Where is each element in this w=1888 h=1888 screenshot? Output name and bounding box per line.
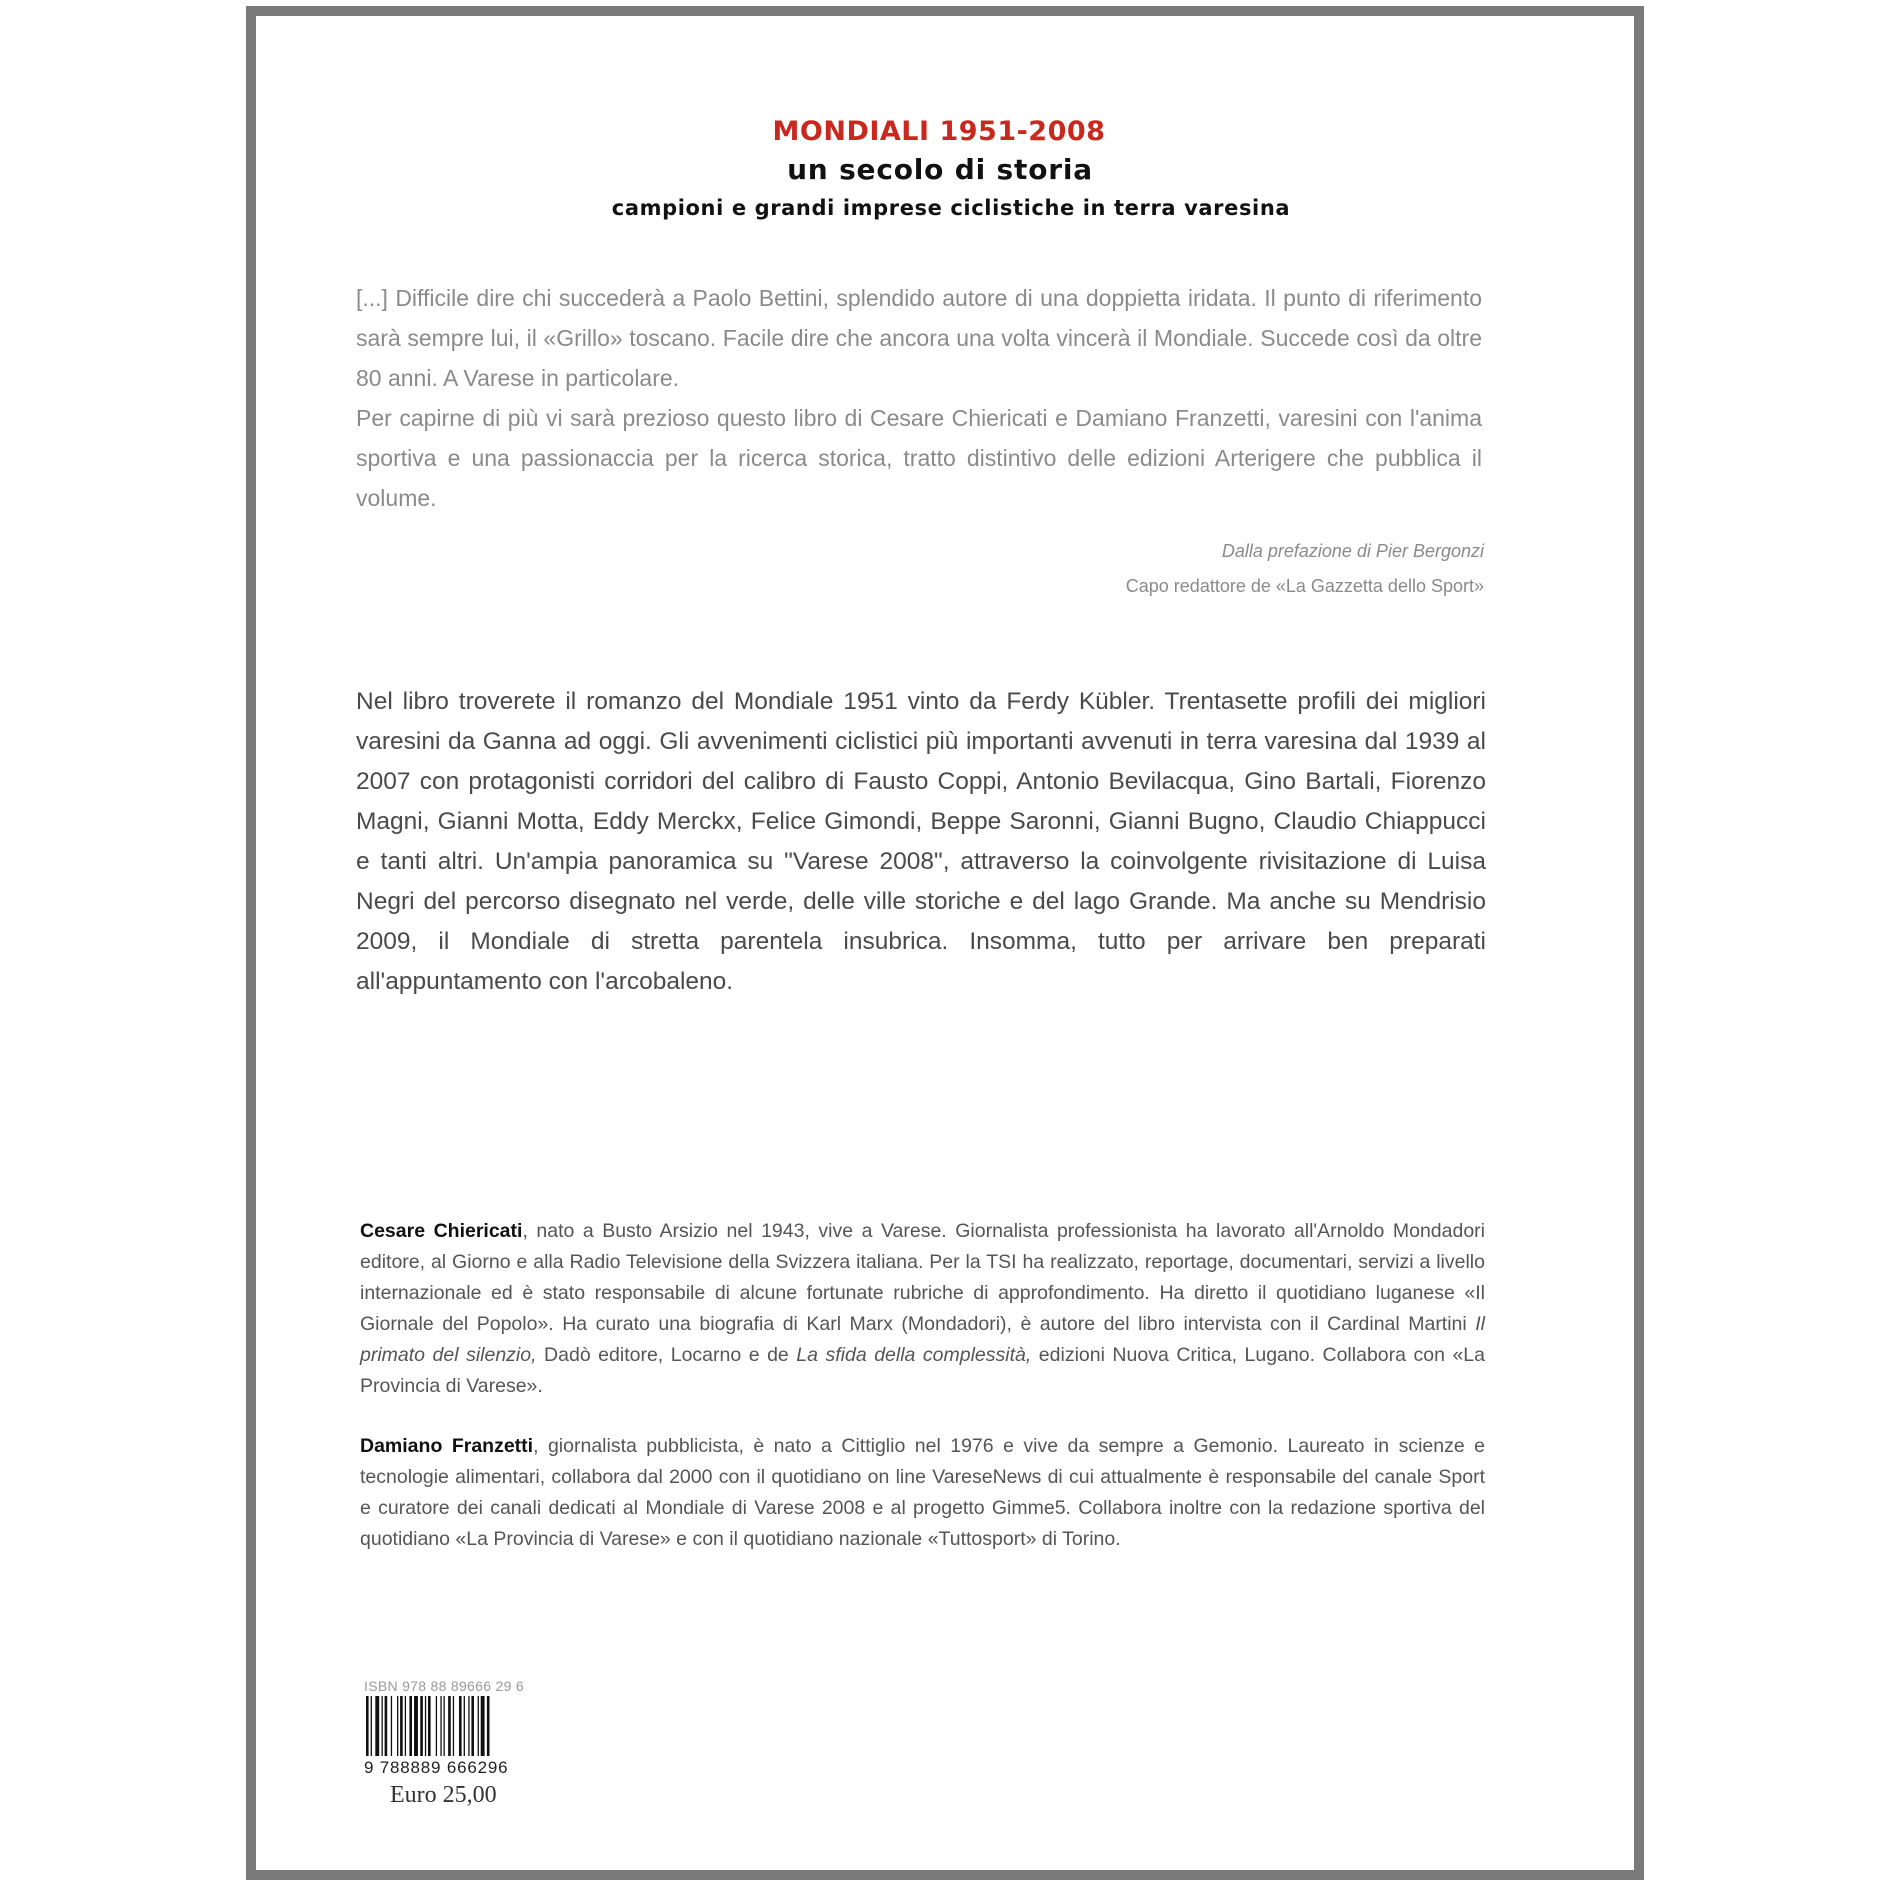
attribution-line-2: Capo redattore de «La Gazzetta dello Sport» xyxy=(1125,576,1484,596)
isbn-label: ISBN 978 88 89666 29 6 xyxy=(364,1678,524,1694)
author-bio-franzetti xyxy=(360,1431,1485,1555)
barcode-bar xyxy=(400,1696,403,1756)
attribution-line-1: Dalla prefazione di Pier Bergonzi xyxy=(1221,541,1484,561)
author-name: Damiano Franzetti xyxy=(360,1435,534,1457)
page-title: un secolo di storia xyxy=(787,153,1093,186)
barcode-bar xyxy=(385,1696,388,1756)
barcode-bar xyxy=(371,1696,372,1756)
barcode-bar xyxy=(366,1696,369,1756)
quote-paragraph-1: [...] Difficile dire chi succederà a Paolo Bettini, splendido autore di una doppietta iridata. Il punto di riferimento sarà sempre lui, il «Grillo» toscano. Facile dire che ancora una volta vincerà il Mondiale. Succede così da oltre 80 anni. A Varese in particolare. xyxy=(356,285,1482,391)
barcode-bar xyxy=(436,1696,437,1756)
barcode-bar xyxy=(391,1696,392,1756)
barcode-bar xyxy=(428,1696,431,1756)
barcode-bar xyxy=(382,1696,383,1756)
book-title-italic: La sfida della complessità, xyxy=(796,1344,1032,1366)
price-label: Euro 25,00 xyxy=(390,1782,497,1808)
barcode-bar xyxy=(478,1696,479,1756)
header xyxy=(256,116,1634,220)
barcode-bar xyxy=(444,1696,445,1756)
barcode-bar xyxy=(425,1696,426,1756)
bio-text: , nato a Busto Arsizio nel 1943, vive a Varese. Giornalista professionista ha lavorato all'Arnoldo Mondadori editore, al Giorno e alla Radio Televisione della Svizzera italiana. Per la TSI ha realizzato, reportage, documentari, servizi a livello internazionale ed è stato responsabile di alcune fortunate rubriche di approfondimento. Ha diretto il quotidiano luganese «Il Giornale del Popolo». Ha curato una biografia di Karl Marx (Mondadori), è autore del libro intervista con il Cardinal Martini xyxy=(360,1220,1485,1335)
barcode-bar xyxy=(448,1696,451,1756)
barcode-bar xyxy=(420,1696,423,1756)
preface-quote xyxy=(356,278,1482,518)
author-bio-chiericati xyxy=(360,1216,1485,1402)
barcode-bar xyxy=(453,1696,454,1756)
barcode-bar xyxy=(409,1696,412,1756)
bio-text: Dadò editore, Locarno e de xyxy=(536,1344,797,1366)
barcode-bar xyxy=(464,1696,465,1756)
barcode-bar xyxy=(440,1696,441,1756)
barcode-bar xyxy=(481,1696,485,1756)
book-synopsis: Nel libro troverete il romanzo del Mondiale 1951 vinto da Ferdy Kübler. Trentasette profili dei migliori varesini da Ganna ad oggi. Gli avvenimenti ciclistici più importanti avvenuti in terra varesina dal 1939 al 2007 con protagonisti corridori del calibro di Fausto Coppi, Antonio Bevilacqua, Gino Bartali, Fiorenzo Magni, Gianni Motta, Eddy Merckx, Felice Gimondi, Beppe Saronni, Gianni Bugno, Claudio Chiappucci e tanti altri. Un'ampia panoramica su "Varese 2008", attraverso la coinvolgente rivisitazione di Luisa Negri del percorso disegnato nel verde, delle ville storiche e del lago Grande. Ma anche su Mendrisio 2009, il Mondiale di stretta parentela insubrica. Insomma, tutto per arrivare ben preparati all'appuntamento con l'arcobaleno. xyxy=(356,688,1486,995)
barcode-bar xyxy=(459,1696,462,1756)
barcode-bar xyxy=(471,1696,474,1756)
bio-text: , giornalista pubblicista, è nato a Cittiglio nel 1976 e vive da sempre a Gemonio. Laureato in scienze e tecnologie alimentari, collabora dal 2000 con il quotidiano on line VareseNews di cui attualmente è responsabile del canale Sport e curatore dei canali dedicati al Mondiale di Varese 2008 e al progetto Gimme5. Collabora inoltre con la redazione sportiva del quotidiano «La Provincia di Varese» e con il quotidiano nazionale «Tuttosport» di Torino. xyxy=(360,1435,1485,1550)
barcode-bar xyxy=(414,1696,418,1756)
book-cover-frame xyxy=(246,6,1644,1880)
barcode-bar xyxy=(487,1696,490,1756)
barcode-bar xyxy=(405,1696,406,1756)
barcode-bar xyxy=(397,1696,398,1756)
author-name: Cesare Chiericati xyxy=(360,1220,523,1242)
quote-attribution xyxy=(1126,534,1484,604)
barcode-number: 9 788889 666296 xyxy=(364,1758,509,1777)
title-red: MONDIALI 1951-2008 xyxy=(772,116,1106,147)
page-subtitle: campioni e grandi imprese ciclistiche in terra varesina xyxy=(611,196,1291,220)
quote-paragraph-2: Per capirne di più vi sarà prezioso questo libro di Cesare Chiericati e Damiano Franzetti, varesini con l'anima sportiva e una passionaccia per la ricerca storica, tratto distintivo delle edizioni Arterigere che pubblica il volume. xyxy=(356,405,1482,511)
back-cover-page xyxy=(256,16,1634,1870)
book-title-italic: Il primato del silenzio, xyxy=(360,1313,1485,1366)
barcode-bar xyxy=(375,1696,379,1756)
barcode xyxy=(364,1696,534,1756)
barcode-bar xyxy=(468,1696,469,1756)
bio-text: edizioni Nuova Critica, Lugano. Collabora con «La Provincia di Varese». xyxy=(360,1344,1485,1397)
